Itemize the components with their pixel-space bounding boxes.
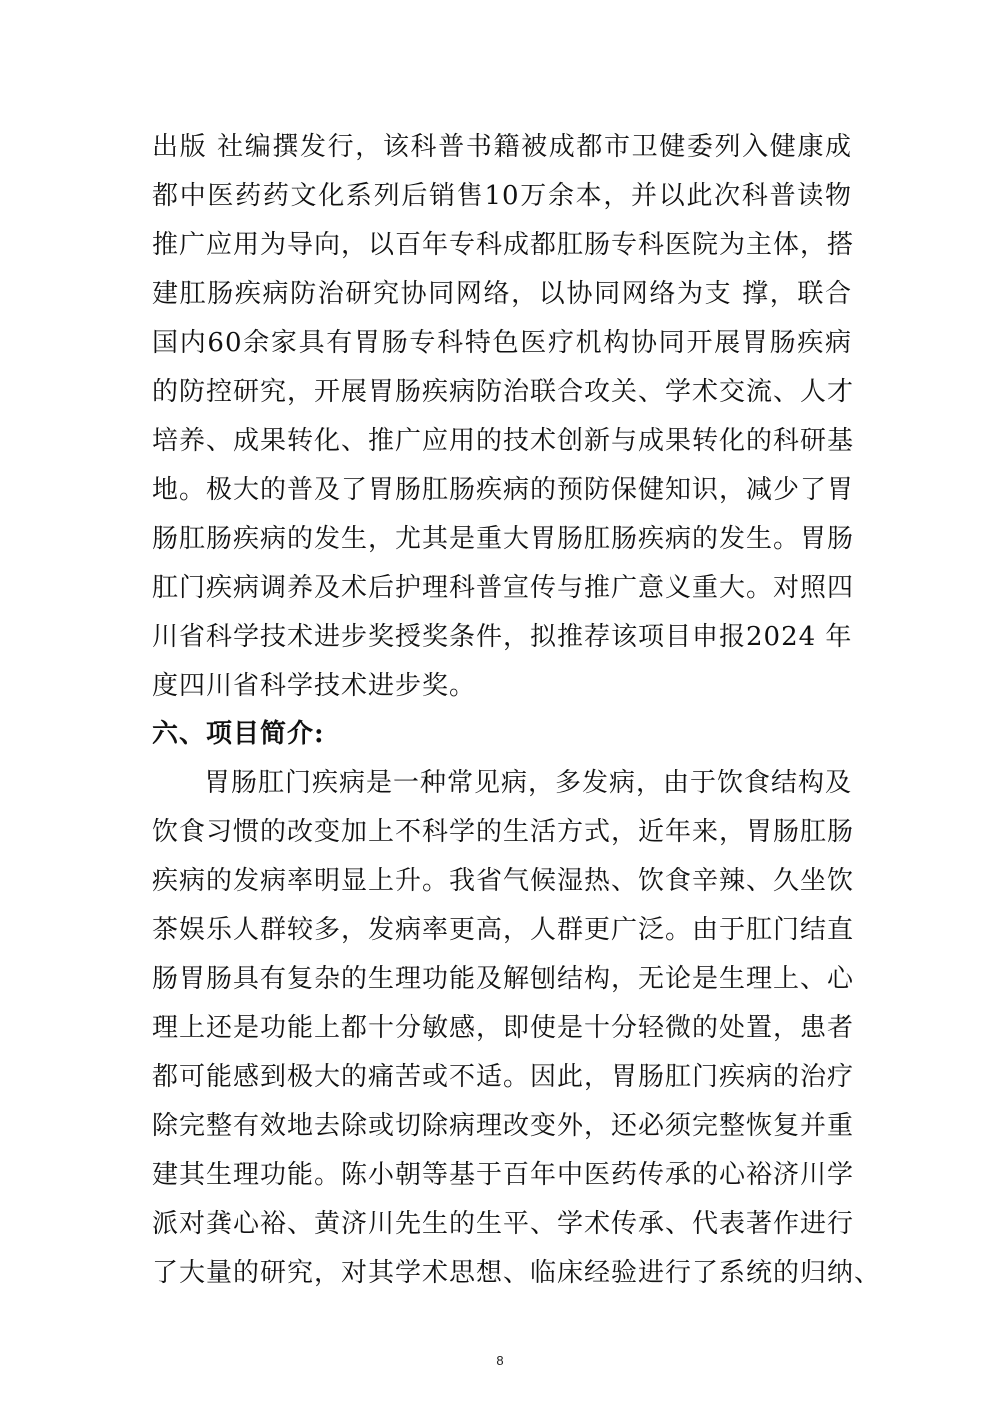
text-line: 出版 社编撰发行，该科普书籍被成都市卫健委列入健康成 bbox=[152, 132, 852, 162]
text-line: 理上还是功能上都十分敏感，即使是十分轻微的处置，患者 bbox=[152, 1013, 855, 1043]
text-line: 肛门疾病调养及术后护理科普宣传与推广意义重大。对照四 bbox=[152, 573, 855, 603]
text-line: 都可能感到极大的痛苦或不适。因此，胃肠肛门疾病的治疗 bbox=[152, 1062, 855, 1092]
text-line: 胃肠肛门疾病是一种常见病，多发病，由于饮食结构及 bbox=[204, 768, 853, 798]
text-line: 川省科学技术进步奖授奖条件，拟推荐该项目申报2024 年 bbox=[152, 622, 853, 652]
text-line: 了大量的研究，对其学术思想、临床经验进行了系统的归纳、 bbox=[152, 1258, 882, 1288]
text-line: 除完整有效地去除或切除病理改变外，还必须完整恢复并重 bbox=[152, 1111, 855, 1141]
text-line: 肠肛肠疾病的发生，尤其是重大胃肠肛肠疾病的发生。胃肠 bbox=[152, 524, 855, 554]
text-line: 派对龚心裕、黄济川先生的生平、学术传承、代表著作进行 bbox=[152, 1209, 855, 1239]
text-line: 饮食习惯的改变加上不科学的生活方式，近年来，胃肠肛肠 bbox=[152, 817, 855, 847]
page-number: 8 bbox=[496, 1353, 504, 1368]
section-heading: 六、项目简介: bbox=[152, 719, 325, 749]
text-line: 度四川省科学技术进步奖。 bbox=[152, 671, 477, 701]
text-line: 国内60余家具有胃肠专科特色医疗机构协同开展胃肠疾病 bbox=[152, 328, 852, 358]
text-line: 地。极大的普及了胃肠肛肠疾病的预防保健知识，减少了胃 bbox=[152, 475, 855, 505]
text-line: 肠胃肠具有复杂的生理功能及解刨结构，无论是生理上、心 bbox=[152, 964, 855, 994]
text-line: 建肛肠疾病防治研究协同网络，以协同网络为支 撑，联合 bbox=[152, 279, 852, 309]
text-line: 茶娱乐人群较多，发病率更高，人群更广泛。由于肛门结直 bbox=[152, 915, 855, 945]
text-line: 培养、成果转化、推广应用的技术创新与成果转化的科研基 bbox=[152, 426, 855, 456]
text-line: 都中医药药文化系列后销售10万余本，并以此次科普读物 bbox=[152, 181, 852, 211]
text-line: 疾病的发病率明显上升。我省气候湿热、饮食辛辣、久坐饮 bbox=[152, 866, 855, 896]
text-line: 推广应用为导向，以百年专科成都肛肠专科医院为主体，搭 bbox=[152, 230, 855, 260]
text-line: 建其生理功能。陈小朝等基于百年中医药传承的心裕济川学 bbox=[152, 1160, 855, 1190]
text-line: 的防控研究，开展胃肠疾病防治联合攻关、学术交流、人才 bbox=[152, 377, 855, 407]
